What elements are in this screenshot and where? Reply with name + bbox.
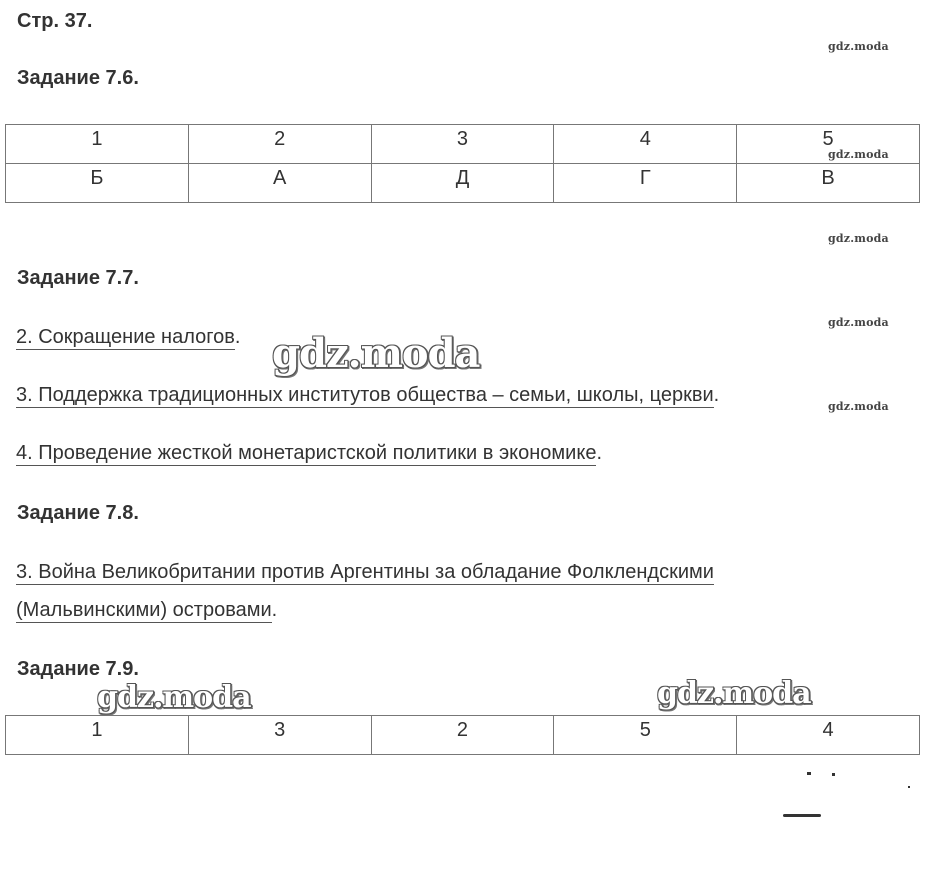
table-cell: Д: [371, 164, 554, 203]
scan-artifact: [908, 786, 910, 788]
scan-artifact: [807, 772, 811, 775]
table-header-row: [6, 125, 920, 164]
task-7-7-heading: Задание 7.7.: [17, 267, 139, 289]
table-cell: 2: [371, 716, 554, 755]
table-row: [6, 716, 920, 755]
scan-artifact: [832, 773, 835, 776]
answer-item: [16, 553, 714, 591]
table-cell: 4: [554, 125, 737, 164]
task-7-9-heading: Задание 7.9.: [17, 658, 139, 680]
table-row: [6, 164, 920, 203]
table-cell: 4: [737, 716, 920, 755]
table-cell: 2: [188, 125, 371, 164]
table-cell: 3: [371, 125, 554, 164]
table-cell: 1: [6, 716, 189, 755]
watermark-large: gdz.moda: [97, 680, 251, 715]
task-7-6-table: [5, 124, 920, 203]
table-cell: 1: [6, 125, 189, 164]
answer-period: .: [234, 326, 241, 348]
answer-link[interactable]: (Мальвинскими) островами: [16, 599, 272, 621]
answer-link[interactable]: 2. Сокращение налогов: [16, 326, 235, 348]
answer-item: [16, 591, 277, 629]
answer-item: [16, 376, 719, 414]
table-cell: В: [737, 164, 920, 203]
task-7-8-heading: Задание 7.8.: [17, 502, 139, 524]
answer-item: [16, 318, 240, 356]
watermark-large: gdz.moda: [657, 676, 811, 711]
page-number-heading: Стр. 37.: [17, 10, 93, 32]
table-cell: 5: [737, 125, 920, 164]
table-cell: А: [188, 164, 371, 203]
answer-item: [16, 434, 602, 472]
answer-period: .: [271, 599, 278, 621]
scan-artifact: [783, 814, 821, 817]
answer-link[interactable]: 3. Война Великобритании против Аргентины за обладание Фолклендскими: [16, 561, 714, 583]
answer-period: .: [713, 384, 720, 406]
watermark-small: gdz.moda: [828, 148, 889, 161]
watermark-small: gdz.moda: [828, 400, 889, 413]
table-cell: Б: [6, 164, 189, 203]
table-cell: Г: [554, 164, 737, 203]
answer-link[interactable]: 4. Проведение жесткой монетаристской политики в экономике: [16, 442, 597, 464]
task-7-6-heading: Задание 7.6.: [17, 67, 139, 89]
watermark-small: gdz.moda: [828, 40, 889, 53]
watermark-small: gdz.moda: [828, 232, 889, 245]
answer-link[interactable]: 3. Поддержка традиционных институтов общества – семьи, школы, церкви: [16, 384, 714, 406]
task-7-9-table: [5, 715, 920, 755]
answer-period: .: [596, 442, 603, 464]
watermark-small: gdz.moda: [828, 316, 889, 329]
table-cell: 3: [188, 716, 371, 755]
table-cell: 5: [554, 716, 737, 755]
watermark-large: gdz.moda: [272, 330, 480, 377]
